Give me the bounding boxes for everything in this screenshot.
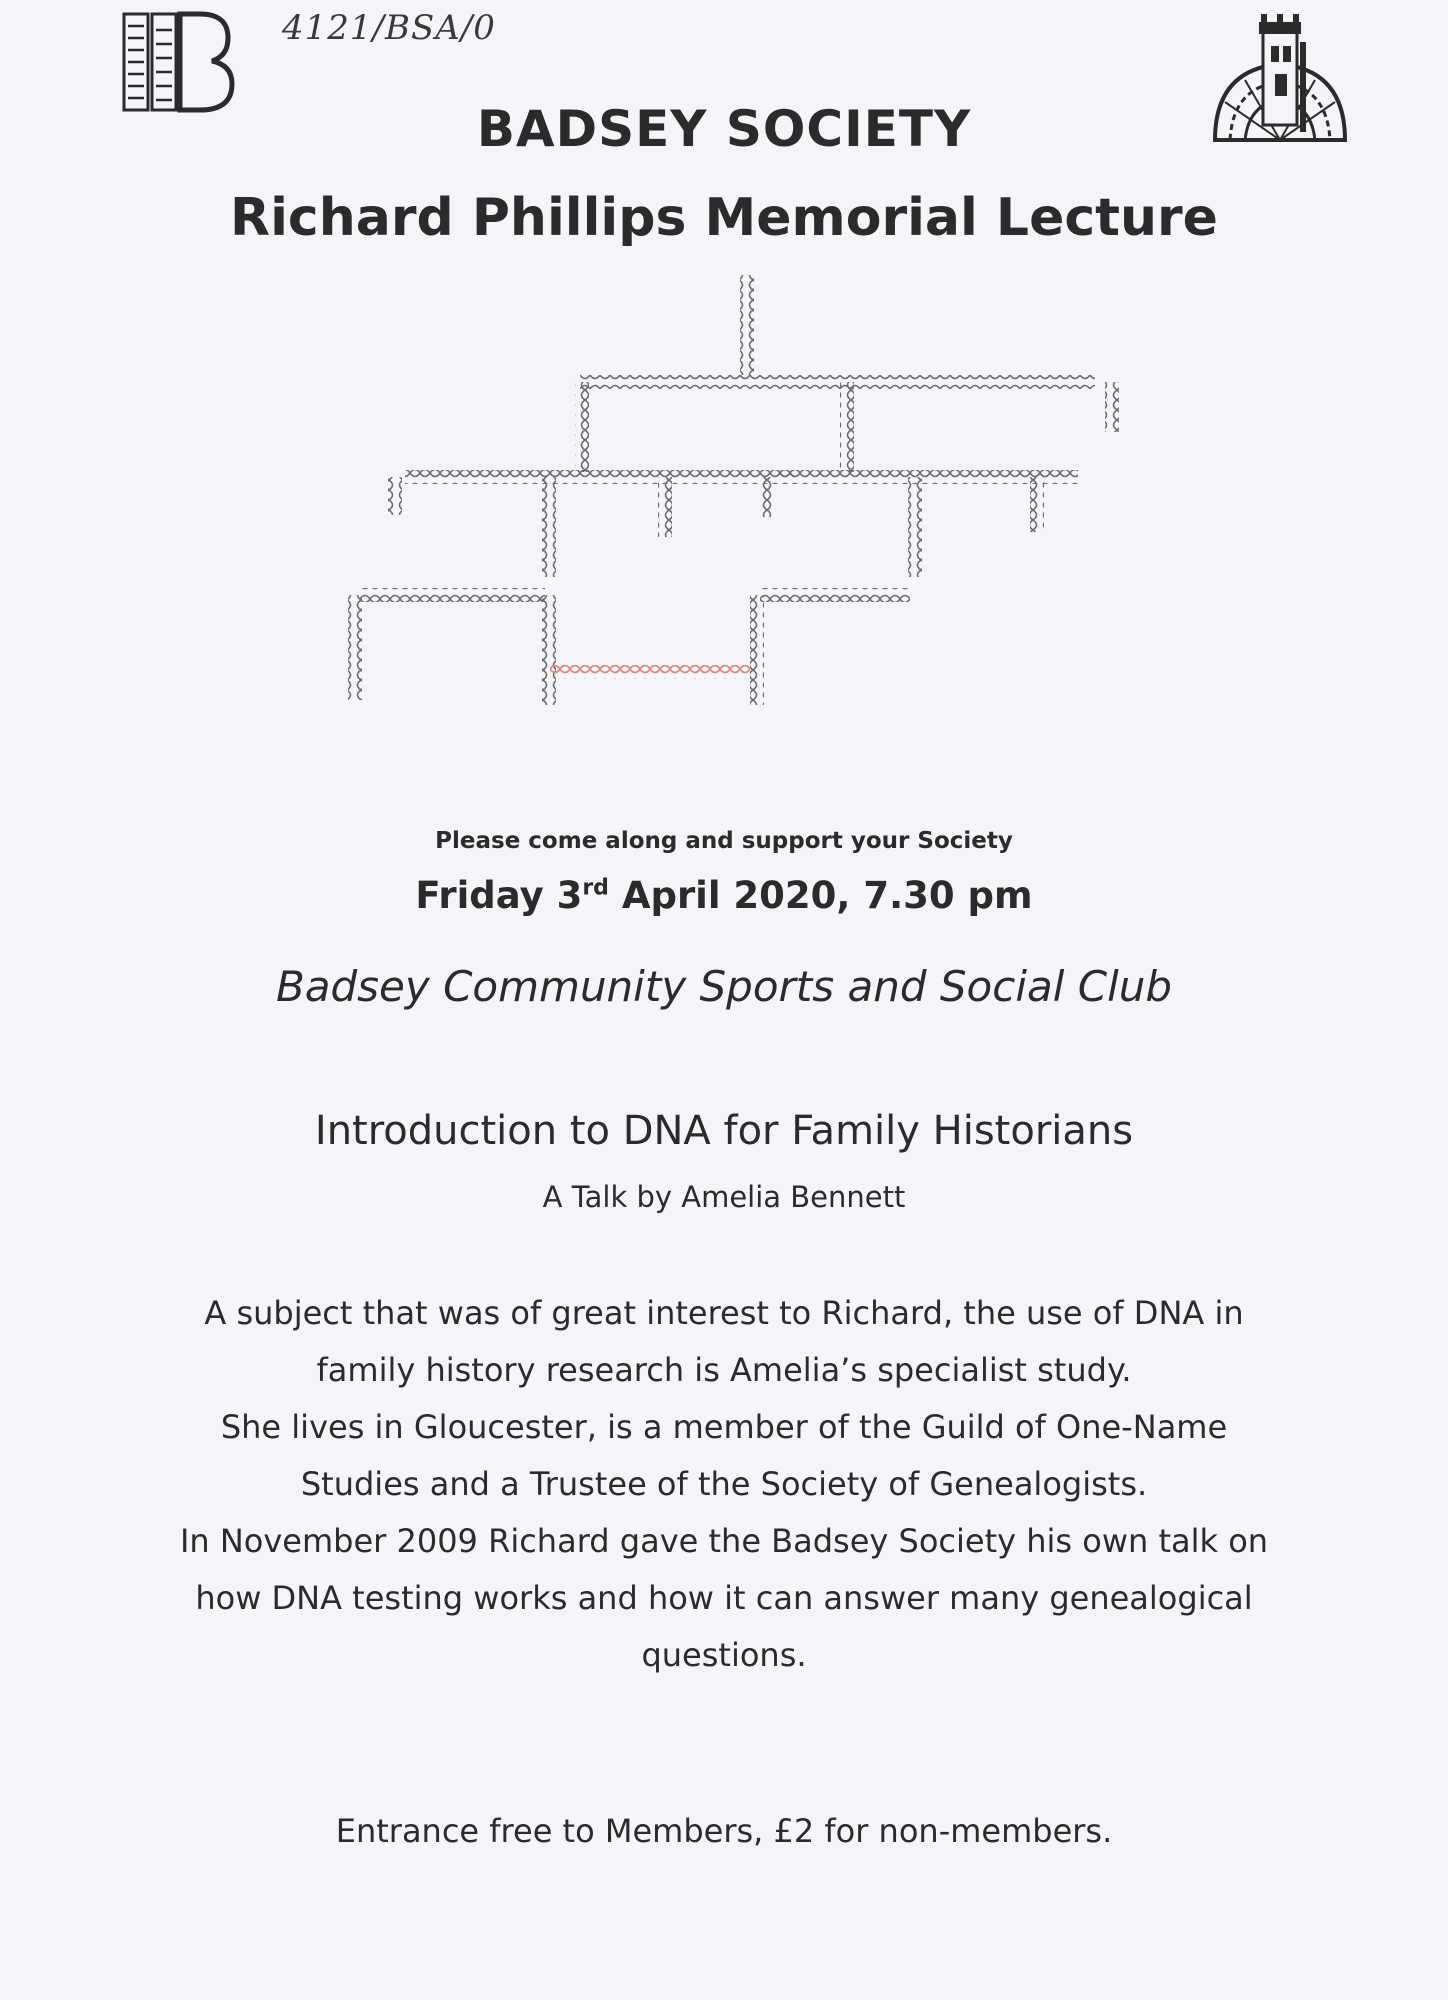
dna-family-tree-illustration	[340, 270, 1140, 740]
venue: Badsey Community Sports and Social Club	[275, 962, 1173, 1011]
date-suffix: April 2020, 7.30 pm	[608, 874, 1033, 917]
support-line: Please come along and support your Society	[435, 828, 1013, 854]
entrance-fee: Entrance free to Members, £2 for non-members.	[335, 1812, 1113, 1850]
talk-title: Introduction to DNA for Family Historians	[314, 1108, 1134, 1154]
speaker: A Talk by Amelia Bennett	[542, 1180, 906, 1214]
description-line: In November 2009 Richard gave the Badsey Society his own talk on	[179, 1522, 1269, 1560]
dna-highlight-link	[550, 665, 750, 679]
archive-reference: 4121/BSA/0	[282, 8, 496, 48]
lecture-title: Richard Phillips Memorial Lecture	[230, 188, 1218, 248]
talk-description	[0, 1285, 1448, 1684]
description-line: She lives in Gloucester, is a member of the Guild of One-Name	[220, 1408, 1228, 1446]
dna-strands	[348, 275, 1119, 705]
event-date-time	[0, 874, 1448, 917]
date-ordinal: rd	[582, 875, 609, 901]
description-line: family history research is Amelia’s specialist study.	[316, 1351, 1132, 1389]
description-line: A subject that was of great interest to Richard, the use of DNA in	[204, 1294, 1244, 1332]
date-prefix: Friday 3	[415, 874, 583, 917]
description-line: how DNA testing works and how it can answer many genealogical	[195, 1579, 1253, 1617]
society-name: BADSEY SOCIETY	[476, 100, 972, 158]
description-line: Studies and a Trustee of the Society of Genealogists.	[300, 1465, 1148, 1503]
description-line: questions.	[641, 1636, 807, 1674]
